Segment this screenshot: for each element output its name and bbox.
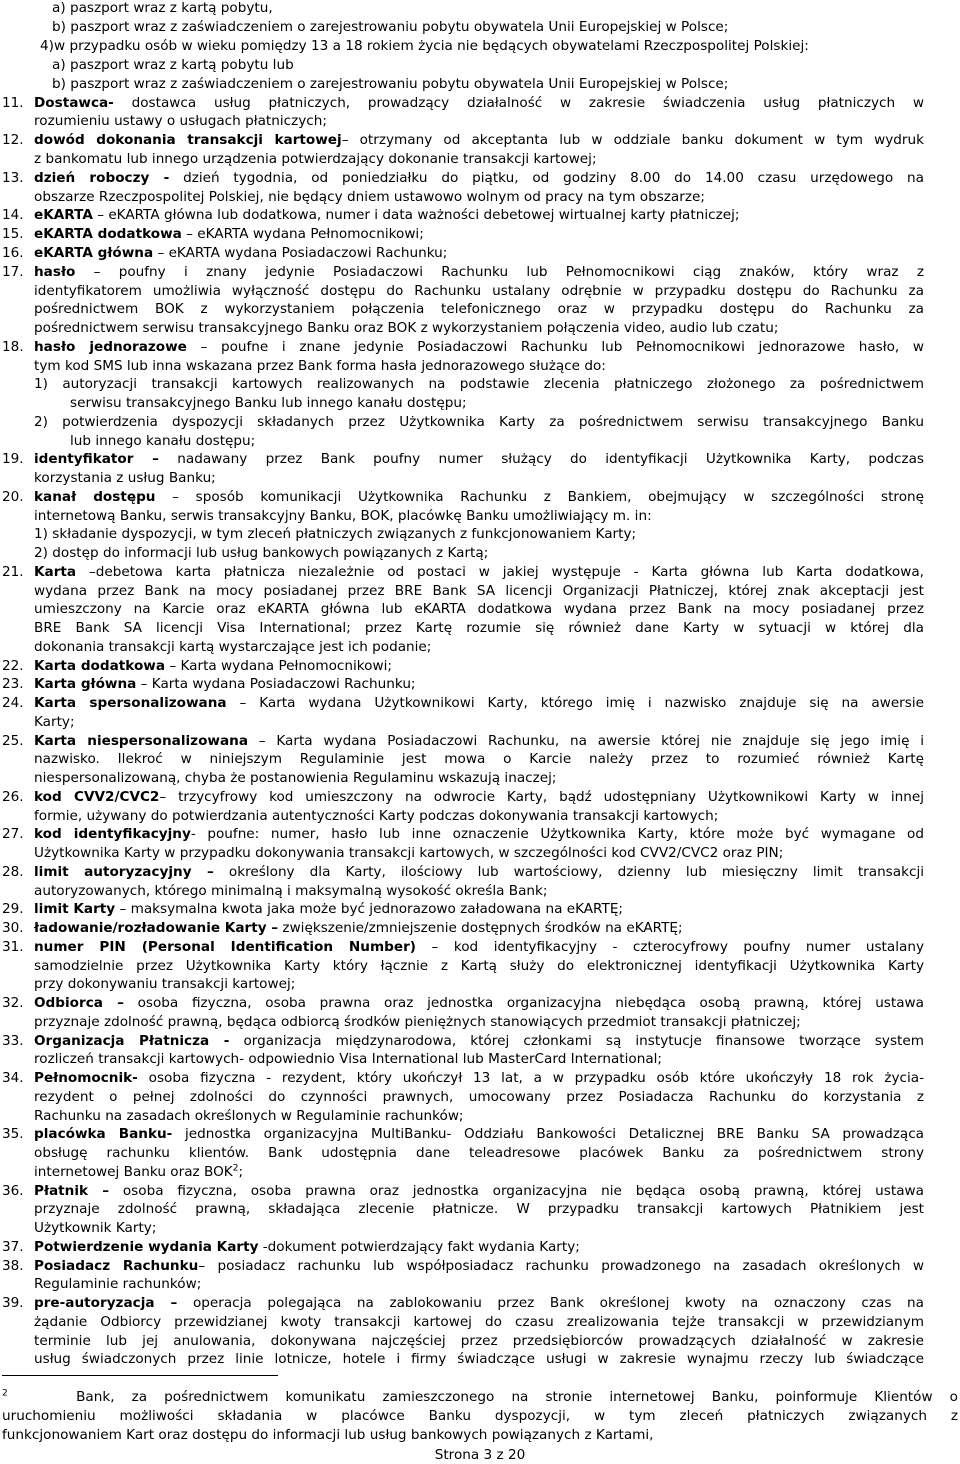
definition-text: dzień tygodnia, od poniedziałku do piątku, od godziny 8.00 do 14.00 czasu urzędowego na bbox=[169, 170, 924, 186]
definition-text: dostawca usług płatniczych, prowadzący działalność w zakresie świadczenia usług płatniczych w bbox=[113, 95, 924, 111]
definition-text: BRE Bank SA licencji Visa International; przez Kartę rozumie się również dane Karty w sytuacji w której dla bbox=[34, 620, 924, 636]
item-number: 13. bbox=[2, 170, 24, 186]
definition-text: ; bbox=[238, 1164, 244, 1180]
definition-text: korzystania z usług Banku; bbox=[34, 470, 216, 486]
definition-text: a) paszport wraz z kartą pobytu lub bbox=[52, 57, 294, 73]
item-number: 29. bbox=[2, 901, 24, 917]
definition-text: – sposób komunikacji Użytkownika Rachunku z Bankiem, obejmujący w szczególności stronę bbox=[155, 489, 924, 505]
text-line bbox=[34, 132, 924, 149]
definition-text: osoba fizyczna, osoba prawna oraz jednostka organizacyjna niebędąca osobą prawną, której ustawa bbox=[123, 995, 924, 1011]
text-line bbox=[34, 826, 924, 843]
item-number: 22. bbox=[2, 658, 24, 674]
definition-text: obsługę rachunku klientów. Bank udostępnia dane teleadresowe placówek Banku za pośrednictwem strony bbox=[34, 1145, 924, 1161]
item-number: 23. bbox=[2, 676, 24, 692]
definition-text: przyznaje zdolność prawną, składająca zlecenie płatnicze. W przypadku transakcji kartowych Płatnikiem jest bbox=[34, 1201, 924, 1217]
definition-text: osoba fizyczna - rezydent, który ukończył 13 lat, a w przypadku osób które ukończyły 18 rok życia- bbox=[137, 1070, 924, 1086]
text-line bbox=[34, 733, 924, 750]
definition-text: – Karta wydana Użytkownikowi Karty, którego imię i nazwisko znajduje się na awersie bbox=[226, 695, 924, 711]
definition-text: – Karta wydana Posiadaczowi Rachunku, na awersie której nie znajduje się jego imię i bbox=[248, 733, 924, 749]
text-line bbox=[34, 976, 295, 993]
text-line bbox=[34, 1108, 464, 1125]
text-line bbox=[34, 189, 705, 206]
text-line bbox=[34, 1314, 924, 1331]
definition-text: – Karta wydana Pełnomocnikowi; bbox=[165, 658, 392, 674]
definition-text: samodzielnie przez Użytkownika Karty który łącznie z Kartą służy do elektronicznej identyfikacji Użytkownika Karty bbox=[34, 958, 924, 974]
text-line bbox=[34, 695, 924, 712]
text-line bbox=[34, 545, 488, 562]
term: kanał dostępu bbox=[34, 489, 156, 505]
footnote-line: $^2$ Bank, za pośrednictwem komunikatu zamieszczonego na stronie internetowej Banku, poinformuje Klientów o bbox=[2, 1388, 958, 1405]
term: dowód dokonania transakcji kartowej bbox=[34, 132, 342, 148]
definition-text: jednostka organizacyjna MultiBanku- Oddziału Bankowości Detalicznej BRE Banku SA prowadząca bbox=[172, 1126, 924, 1142]
definition-text: – poufny i znany jedynie Posiadaczowi Rachunku lub Pełnomocnikowi ciąg znaków, który wraz z bbox=[75, 264, 924, 280]
definition-text: b) paszport wraz z zaświadczeniem o zarejestrowaniu pobytu obywatela Unii Europejskiej w Polsce; bbox=[52, 76, 729, 92]
term: hasło jednorazowe bbox=[34, 339, 187, 355]
term: limit autoryzacyjny – bbox=[34, 864, 214, 880]
text-line bbox=[34, 376, 924, 393]
text-line bbox=[34, 451, 924, 468]
text-line bbox=[34, 1295, 924, 1312]
text-line bbox=[34, 95, 924, 112]
item-number: 35. bbox=[2, 1126, 24, 1142]
term: eKARTA dodatkowa bbox=[34, 226, 182, 242]
text-line bbox=[34, 564, 924, 581]
term: pre-autoryzacja – bbox=[34, 1295, 178, 1311]
definition-text: pośrednictwem BOK z wykorzystaniem połączenia telefonicznego oraz w przypadku dostępu do Rachunku za bbox=[34, 301, 924, 317]
definition-text: terminie lub jej anulowania, dokonywana najczęściej przez przedsiębiorców prowadzących działalność w zakresie bbox=[34, 1333, 924, 1349]
text-line bbox=[34, 751, 924, 768]
text-line bbox=[34, 939, 924, 956]
definition-text: – kod identyfikacyjny - czterocyfrowy poufny numer ustalany bbox=[416, 939, 924, 955]
item-number: 26. bbox=[2, 789, 24, 805]
item-number: 34. bbox=[2, 1070, 24, 1086]
term: ładowanie/rozładowanie Karty – bbox=[34, 920, 279, 936]
text-line bbox=[34, 113, 327, 130]
definition-text: – Karta wydana Posiadaczowi Rachunku; bbox=[136, 676, 416, 692]
text-line bbox=[34, 470, 216, 487]
text-line bbox=[34, 1351, 924, 1368]
text-line bbox=[34, 1220, 156, 1237]
text-line bbox=[52, 19, 728, 36]
item-number: 14. bbox=[2, 207, 24, 223]
definition-text: identyfikatorem umożliwia wyłączność dostępu do Rachunku ustalany odrębnie w przypadku dostępu do Rachunku za bbox=[34, 283, 924, 299]
definition-text: umieszczony na Karcie oraz eKARTA główna lub eKARTA dodatkowa wydana przez Bank na mocy posiadanej przez bbox=[34, 601, 924, 617]
definition-text: określony dla Karty, ilościowy lub wartościowy, dzienny lub miesięczny limit transakcji bbox=[213, 864, 924, 880]
item-number: 37. bbox=[2, 1239, 24, 1255]
item-number: 20. bbox=[2, 489, 24, 505]
definition-text: 2) potwierdzenia dyspozycji składanych przez Użytkownika Karty za pośrednictwem serwisu transakcyjnego Banku bbox=[34, 414, 924, 430]
item-number: 36. bbox=[2, 1183, 24, 1199]
definition-text: niespersonalizowaną, chyba że postanowienia Regulaminu wskazują inaczej; bbox=[34, 770, 557, 786]
text-line bbox=[34, 508, 652, 525]
text-line bbox=[34, 770, 556, 787]
text-line bbox=[34, 789, 924, 806]
definition-text: – poufne i znane jedynie Posiadaczowi Rachunku lub Pełnomocnikowi jednorazowe hasło, w bbox=[186, 339, 924, 355]
text-line bbox=[34, 226, 424, 243]
text-line bbox=[34, 301, 924, 318]
term: kod identyfikacyjny bbox=[34, 826, 191, 842]
text-line bbox=[34, 207, 739, 224]
definition-text: 1) autoryzacji transakcji kartowych realizowanych na podstawie zlecenia płatniczego złożonego za pośrednictwem bbox=[34, 376, 924, 392]
term: Karta spersonalizowana bbox=[34, 695, 227, 711]
item-number: 12. bbox=[2, 132, 24, 148]
term: Karta niespersonalizowana bbox=[34, 733, 249, 749]
item-number: 18. bbox=[2, 339, 24, 355]
text-line bbox=[34, 1051, 662, 1068]
item-number: 16. bbox=[2, 245, 24, 261]
text-line bbox=[34, 883, 548, 900]
text-line bbox=[34, 1070, 924, 1087]
definition-text: operacja polegająca na zablokowaniu przez Bank określonej kwoty na oznaczony czas na bbox=[177, 1295, 924, 1311]
term: identyfikator – bbox=[34, 451, 159, 467]
definition-text: pośrednictwem serwisu transakcyjnego Banku oraz BOK z wykorzystaniem połączenia video, audio lub czatu; bbox=[34, 320, 779, 336]
item-number: 27. bbox=[2, 826, 24, 842]
definition-text: – otrzymany od akceptanta lub w oddziale banku dokument w tym wydruk bbox=[341, 132, 924, 148]
text-line bbox=[52, 76, 728, 93]
item-number: 32. bbox=[2, 995, 24, 1011]
definition-text: nadawany przez Bank poufny numer służący do identyfikacji Użytkownika Karty, podczas bbox=[158, 451, 924, 467]
item-number: 30. bbox=[2, 920, 24, 936]
term: limit Karty bbox=[34, 901, 116, 917]
text-line bbox=[34, 995, 924, 1012]
definition-text: rozumieniu ustawy o usługach płatniczych; bbox=[34, 113, 327, 129]
footnote-line: uruchomieniu możliwości składania w placówce Banku dyspozycji, w tym zleceń płatniczych związanych z bbox=[2, 1408, 958, 1424]
definition-text: z bankomatu lub innego urządzenia potwierdzający dokonanie transakcji kartowej; bbox=[34, 151, 597, 167]
text-line bbox=[34, 845, 783, 862]
text-line bbox=[34, 489, 924, 506]
term: Płatnik – bbox=[34, 1183, 110, 1199]
term: placówka Banku- bbox=[34, 1126, 173, 1142]
page-number: Strona 3 z 20 bbox=[434, 1447, 526, 1463]
item-number: 38. bbox=[2, 1258, 24, 1274]
item-number: 21. bbox=[2, 564, 24, 580]
item-number: 24. bbox=[2, 695, 24, 711]
text-line bbox=[34, 170, 924, 187]
item-number: 19. bbox=[2, 451, 24, 467]
text-line bbox=[34, 339, 924, 356]
text-line bbox=[34, 414, 924, 431]
definition-text: obszarze Rzeczpospolitej Polskiej, nie będący dniem ustawowo wolnym od pracy na tym obszarze; bbox=[34, 189, 705, 205]
definition-text: osoba fizyczna, osoba prawna oraz jednostka organizacyjna nie będąca osobą prawną, której ustawa bbox=[109, 1183, 924, 1199]
definition-text: – eKARTA wydana Posiadaczowi Rachunku; bbox=[153, 245, 448, 261]
definition-text: Karty; bbox=[34, 714, 75, 730]
definition-text: dokonania transakcji kartą wystarczające jest ich podanie; bbox=[34, 639, 432, 655]
definition-text: 1) składanie dyspozycji, w tym zleceń płatniczych związanych z funkcjonowaniem Karty; bbox=[34, 526, 637, 542]
term: Dostawca- bbox=[34, 95, 114, 111]
text-line bbox=[34, 958, 924, 975]
term: kod CVV2/CVC2 bbox=[34, 789, 160, 805]
definition-text: Użytkownika Karty w przypadku dokonywania transakcji kartowych, w szczególności kod CVV2/CVC2 oraz PIN; bbox=[34, 845, 784, 861]
definition-text: tym kod SMS lub inna wskazana przez Bank forma hasła jednorazowego służące do: bbox=[34, 358, 606, 374]
text-line bbox=[34, 620, 924, 637]
definition-text: przy dokonywaniu transakcji kartowej; bbox=[34, 976, 296, 992]
term: eKARTA główna bbox=[34, 245, 154, 261]
text-line bbox=[34, 1333, 924, 1350]
text-line bbox=[34, 1126, 924, 1143]
text-line bbox=[52, 57, 294, 74]
definition-text: organizacja międzynarodowa, której członkami są instytucje finansowe tworzące system bbox=[229, 1033, 924, 1049]
footnote-marker: 2 bbox=[2, 1388, 8, 1399]
text-line bbox=[34, 1014, 801, 1031]
text-line bbox=[34, 714, 75, 731]
text-line bbox=[34, 864, 924, 881]
text-line bbox=[34, 1276, 201, 1293]
term: Organizacja Płatnicza - bbox=[34, 1033, 230, 1049]
term: Odbiorca – bbox=[34, 995, 124, 1011]
term: dzień roboczy - bbox=[34, 170, 170, 186]
text-line bbox=[34, 245, 447, 262]
item-number: 33. bbox=[2, 1033, 24, 1049]
footnote-line: funkcjonowaniem Kart oraz dostępu do informacji lub usług bankowych powiązanych z Kartami, bbox=[2, 1427, 654, 1443]
text-line bbox=[70, 433, 255, 450]
term: Karta dodatkowa bbox=[34, 658, 166, 674]
definition-text: formie, używany do potwierdzania autentyczności Karty podczas dokonywania transakcji kartowych; bbox=[34, 808, 719, 824]
text-line bbox=[34, 1258, 924, 1275]
definition-text: wydana przez Bank na mocy posiadanej przez BRE Bank SA licencji Organizacji Płatniczej, której znak akceptacji jest bbox=[34, 583, 924, 599]
item-number: 17. bbox=[2, 264, 24, 280]
item-number: 11. bbox=[2, 95, 24, 111]
text-line bbox=[34, 1164, 243, 1181]
text-line bbox=[70, 395, 467, 412]
text-line bbox=[34, 676, 416, 693]
item-number: 28. bbox=[2, 864, 24, 880]
definition-text: b) paszport wraz z zaświadczeniem o zarejestrowaniu pobytu obywatela Unii Europejskiej w Polsce; bbox=[52, 19, 729, 35]
text-line bbox=[34, 1239, 580, 1256]
definition-text: –debetowa karta płatnicza niezależnie od postaci w jakiej występuje - Karta główna lub Karta dodatkowa, bbox=[76, 564, 924, 580]
text-line bbox=[34, 920, 683, 937]
text-line bbox=[34, 1089, 924, 1106]
definition-text: – eKARTA wydana Pełnomocnikowi; bbox=[181, 226, 424, 242]
definition-text: 2) dostęp do informacji lub usług bankowych powiązanych z Kartą; bbox=[34, 545, 489, 561]
text-line bbox=[34, 526, 636, 543]
definition-text: a) paszport wraz z kartą pobytu, bbox=[52, 0, 273, 16]
definition-text: – trzycyfrowy kod umieszczony na odwrocie Karty, bądź udostępniany Użytkownikowi Karty w innej bbox=[159, 789, 924, 805]
definition-text: autoryzowanych, którego minimalną i maksymalną wysokość określa Bank; bbox=[34, 883, 548, 899]
definition-text: Regulaminie rachunków; bbox=[34, 1276, 202, 1292]
definition-text: Rachunku na zasadach określonych w Regulaminie rachunków; bbox=[34, 1108, 464, 1124]
footnote-separator bbox=[2, 1375, 278, 1376]
definition-text: internetową Banku, serwis transakcyjny Banku, BOK, placówkę Banku umożliwiający m. in: bbox=[34, 508, 652, 524]
item-number: 25. bbox=[2, 733, 24, 749]
text-line bbox=[34, 1201, 924, 1218]
text-line bbox=[34, 283, 924, 300]
footnote-reference: 2 bbox=[232, 1163, 239, 1174]
text-line bbox=[34, 358, 606, 375]
text-line bbox=[34, 1183, 924, 1200]
text-line bbox=[52, 0, 273, 17]
term: Potwierdzenie wydania Karty bbox=[34, 1239, 259, 1255]
text-line bbox=[34, 320, 778, 337]
definition-text: w przypadku osób w wieku pomiędzy 13 a 18 rokiem życia nie będących obywatelami Rzeczpospolitej Polskiej: bbox=[54, 38, 809, 54]
text-line bbox=[54, 38, 809, 55]
term: Pełnomocnik- bbox=[34, 1070, 138, 1086]
definition-text: – eKARTA główna lub dodatkowa, numer i data ważności debetowej wirtualnej karty płatniczej; bbox=[92, 207, 740, 223]
text-line bbox=[34, 151, 597, 168]
text-line bbox=[34, 601, 924, 618]
definition-text: przyznaje zdolność prawną, będąca odbiorcą środków pieniężnych stanowiących przedmiot transakcji płatniczej; bbox=[34, 1014, 801, 1030]
definition-text: rozliczeń transakcji kartowych- odpowiednio Visa International lub MasterCard International; bbox=[34, 1051, 663, 1067]
definition-text: – maksymalna kwota jaka może być jednorazowo załadowana na eKARTĘ; bbox=[115, 901, 623, 917]
text-line bbox=[34, 658, 392, 675]
term: eKARTA bbox=[34, 207, 93, 223]
term: Karta główna bbox=[34, 676, 137, 692]
term: hasło bbox=[34, 264, 76, 280]
term: Karta bbox=[34, 564, 77, 580]
definition-text: serwisu transakcyjnego Banku lub innego kanału dostępu; bbox=[70, 395, 467, 411]
text-line bbox=[34, 1033, 924, 1050]
text-line bbox=[34, 639, 431, 656]
item-number: 31. bbox=[2, 939, 24, 955]
definition-text: żądanie Odbiorcy przewidzianej kwoty transakcji kartowej do czasu zrealizowania tejże transakcji w przewidzianym bbox=[34, 1314, 924, 1330]
item-number: 15. bbox=[2, 226, 24, 242]
text-line bbox=[34, 808, 718, 825]
text-line bbox=[34, 264, 924, 281]
definition-text: – posiadacz rachunku lub współposiadacz rachunku prowadzonego na zasadach określonych w bbox=[198, 1258, 924, 1274]
text-line bbox=[34, 901, 623, 918]
definition-text: usług świadczonych przez linie lotnicze, hotele i firmy świadczące usługi w zakresie wynajmu rzeczy lub świadczące bbox=[34, 1351, 924, 1367]
definition-text: lub innego kanału dostępu; bbox=[70, 433, 256, 449]
definition-text: Użytkownik Karty; bbox=[34, 1220, 157, 1236]
text-line bbox=[34, 583, 924, 600]
definition-text: internetowej Banku oraz BOK bbox=[34, 1164, 233, 1180]
term: Posiadacz Rachunku bbox=[34, 1258, 199, 1274]
definition-text: zwiększenie/zmniejszenie dostępnych środków na eKARTĘ; bbox=[278, 920, 683, 936]
text-line bbox=[34, 1145, 924, 1162]
item-number: 4) bbox=[40, 38, 54, 54]
term: numer PIN (Personal Identification Number) bbox=[34, 939, 417, 955]
definition-text: -dokument potwierdzający fakt wydania Karty; bbox=[258, 1239, 580, 1255]
definition-text: nazwisko. Ilekroć w niniejszym Regulaminie jest mowa o Karcie należy przez to rozumieć również Kartę bbox=[34, 751, 924, 767]
item-number: 39. bbox=[2, 1295, 24, 1311]
definition-text: rezydent o pełnej zdolności do czynności prawnych, umocowany przez Posiadacza Rachunku do korzystania z bbox=[34, 1089, 924, 1105]
definition-text: - poufne: numer, hasło lub inne oznaczenie Użytkownika Karty, które może być wymagane od bbox=[190, 826, 924, 842]
